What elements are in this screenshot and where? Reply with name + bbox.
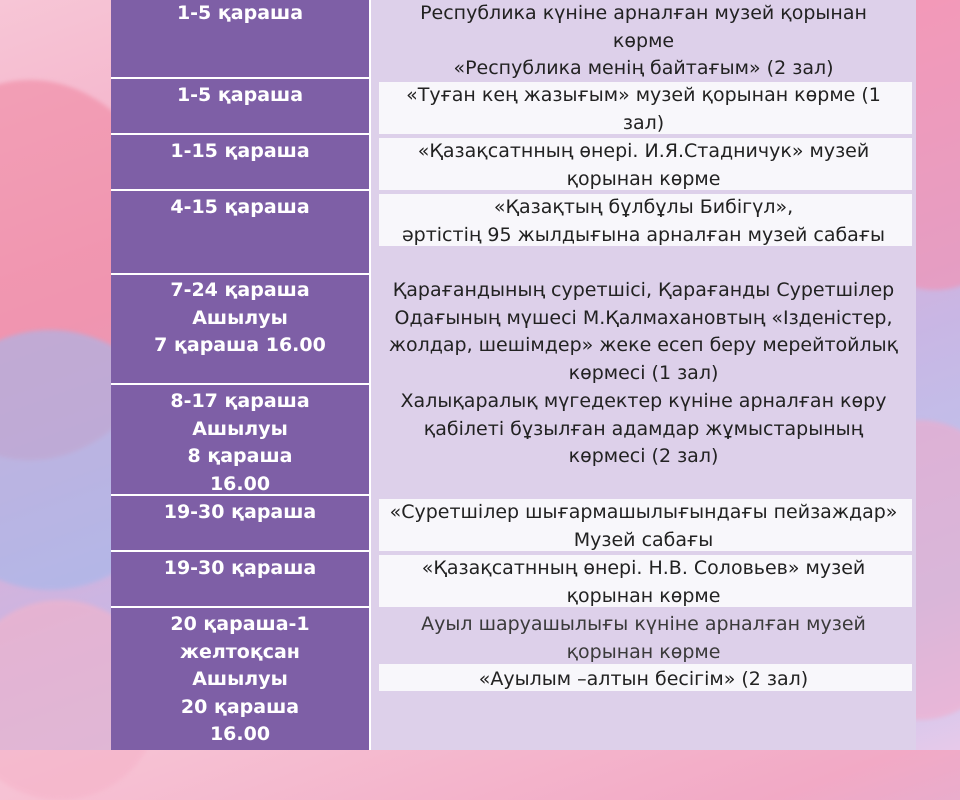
event-description: «Қазақсатнның өнері. И.Я.Стадничук» музей [417,140,870,162]
event-date: 7-24 қараша [170,279,310,301]
event-date: 4-15 қараша [170,196,310,218]
event-date-cell [111,275,369,385]
event-opening-label: Ашылуы [192,306,288,329]
event-date-cell [111,496,369,552]
event-date: 1-5 қараша [176,2,304,24]
event-description: қорынан көрме [566,167,721,190]
event-description: Қарағандының суретшісі, Қарағанды Суретшілер [392,279,895,301]
event-description-cell [369,496,916,552]
event-date-cell [111,135,369,191]
event-description-cell [369,608,916,750]
event-description-cell [369,552,916,608]
event-date-cell [111,191,369,275]
event-opening-date: 20 қараша [180,695,300,718]
event-description: қорынан көрме [566,640,721,663]
event-opening-label: Ашылуы [192,417,288,440]
event-date-cell [111,608,369,750]
event-description: көрмесі (2 зал) [568,445,719,467]
event-opening-date: 8 қараша [187,445,293,467]
event-date: желтоқсан [180,640,300,663]
event-description: Ауыл шаруашылығы күніне арналған музей [421,613,866,635]
event-description-cell [369,0,916,79]
events-schedule-table [111,0,916,750]
event-description: «Туған кең жазығым» музей қорынан көрме (1 [406,84,881,106]
table-row [111,191,916,275]
event-description: зал) [622,111,665,134]
event-description: Одағының мүшесі М.Қалмахановтың «Ізденістер, [394,306,893,329]
event-description: Республика күніне арналған музей қорынан [420,2,867,24]
event-description: әртістің 95 жылдығына арналған музей сабағы [401,223,886,246]
event-opening-label: Ашылуы [192,668,288,690]
table-row [111,552,916,608]
event-description-cell [369,79,916,135]
table-row [111,0,916,79]
event-description: «Қазақсатнның өнері. Н.В. Соловьев» музей [421,557,866,579]
event-description-cell [369,385,916,496]
event-date: 19-30 қараша [163,557,317,579]
event-date: 20 қараша-1 [170,613,310,635]
event-date-cell [111,0,369,79]
event-date-cell [111,552,369,608]
event-opening-time: 7 қараша 16.00 [154,334,326,356]
event-date: 1-15 қараша [170,140,310,162]
event-date-cell [111,79,369,135]
event-description-cell [369,275,916,385]
event-date: 19-30 қараша [163,501,317,523]
event-description-cell [369,191,916,275]
event-date-cell [111,385,369,496]
event-description: «Қазақтың бұлбұлы Бибігүл», [493,196,794,218]
table-row [111,608,916,750]
event-description: көрме [612,29,675,52]
event-description: көрмесі (1 зал) [568,361,719,384]
event-description: «Ауылым –алтын бесігім» (2 зал) [478,668,809,690]
table-row [111,496,916,552]
event-date: 8-17 қараша [170,390,310,412]
event-description: жолдар, шешімдер» жеке есеп беру мерейтойлық [388,334,899,356]
event-description: Халықаралық мүгедектер күніне арналған көру [400,390,887,412]
event-description: «Республика менің байтағым» (2 зал) [453,57,834,79]
event-opening-time: 16.00 [209,472,271,495]
event-description: Музей сабағы [573,528,714,551]
event-description: қабілеті бұзылған адамдар жұмыстарының [423,417,864,440]
event-description: қорынан көрме [566,584,721,607]
event-opening-time: 16.00 [209,723,271,745]
event-date: 1-5 қараша [176,84,304,106]
table-row [111,275,916,385]
event-description: «Суретшілер шығармашылығындағы пейзаждар» [389,501,898,523]
event-description-cell [369,135,916,191]
table-row [111,385,916,496]
table-row [111,79,916,135]
table-row [111,135,916,191]
